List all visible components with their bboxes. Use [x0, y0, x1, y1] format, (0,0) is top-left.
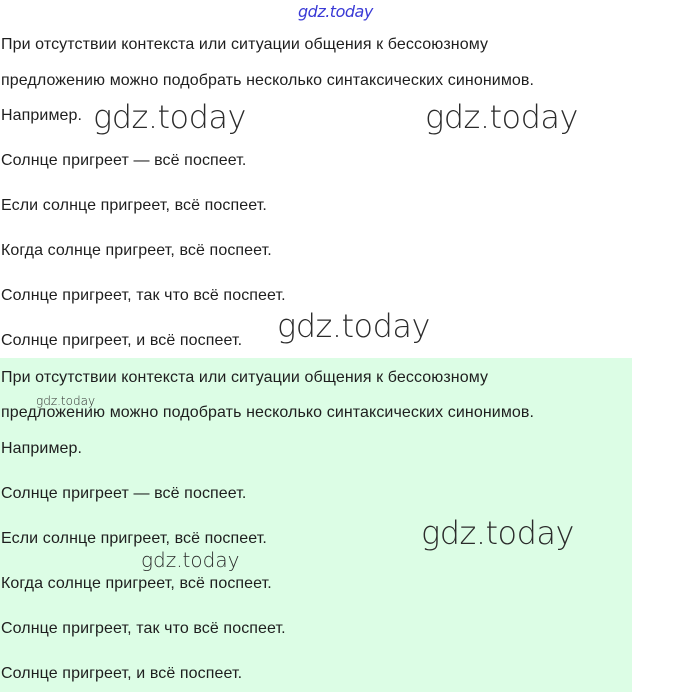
- watermark-2: gdz.today: [425, 98, 578, 136]
- sentence-1-green: Солнце пригреет — всё поспеет.: [1, 485, 247, 502]
- sentence-5: Солнце пригреет, и всё поспеет.: [1, 332, 243, 349]
- example-label: Например.: [1, 107, 83, 124]
- watermark-5: gdz.today: [421, 514, 574, 552]
- watermark-6: gdz.today: [141, 548, 240, 572]
- sentence-1: Солнце пригреет — всё поспеет.: [1, 152, 247, 169]
- sentence-3: Когда солнце пригреет, всё поспеет.: [1, 242, 272, 259]
- watermark-top: gdz.today: [298, 2, 373, 21]
- intro-line-1-green: При отсутствии контекста или ситуации общения к бессоюзному: [1, 369, 489, 386]
- intro-line-2: предложению можно подобрать несколько синтаксических синонимов.: [1, 72, 535, 89]
- example-label-green: Например.: [1, 440, 83, 457]
- intro-line-2-green: предложению можно подобрать несколько синтаксических синонимов.: [1, 404, 535, 421]
- sentence-4-green: Солнце пригреет, так что всё поспеет.: [1, 620, 286, 637]
- sentence-2-green: Если солнце пригреет, всё поспеет.: [1, 530, 267, 547]
- sentence-2: Если солнце пригреет, всё поспеет.: [1, 197, 267, 214]
- watermark-3: gdz.today: [277, 307, 430, 345]
- intro-line-1: При отсутствии контекста или ситуации общения к бессоюзному: [1, 36, 489, 53]
- watermark-1: gdz.today: [93, 98, 246, 136]
- sentence-5-green: Солнце пригреет, и всё поспеет.: [1, 665, 243, 682]
- sentence-4: Солнце пригреет, так что всё поспеет.: [1, 287, 286, 304]
- watermark-4: gdz.today: [36, 394, 96, 408]
- sentence-3-green: Когда солнце пригреет, всё поспеет.: [1, 575, 272, 592]
